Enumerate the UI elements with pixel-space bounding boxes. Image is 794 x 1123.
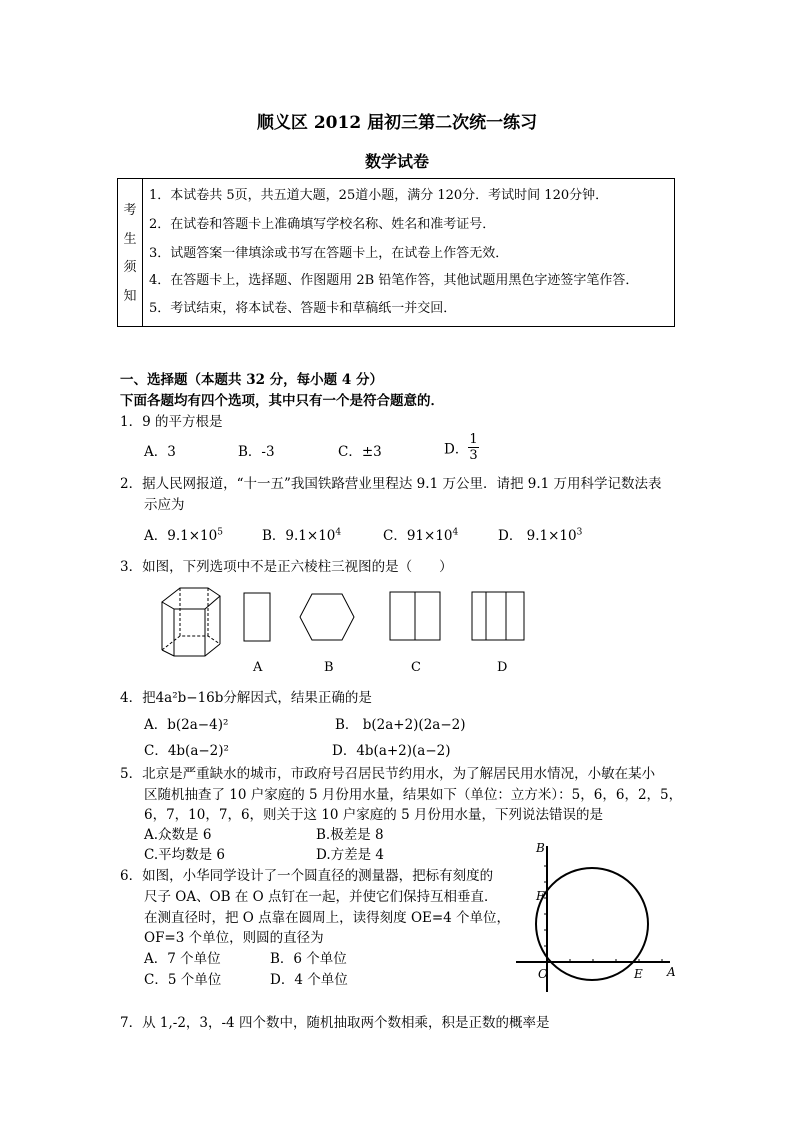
q1-option-d <box>444 432 479 463</box>
notice-label-char: 知 <box>123 288 137 304</box>
notice-label-char: 生 <box>123 231 137 247</box>
q3-label-d: D <box>497 660 508 675</box>
option-c-figure <box>390 592 440 640</box>
label-o: O <box>538 967 548 981</box>
hexagonal-prism-figure <box>162 588 220 656</box>
q6-line3: 在测直径时，把 O 点靠在圆周上，读得刻度 OE=4 个单位， <box>144 910 511 926</box>
q1-stem: 1．9 的平方根是 <box>120 414 223 430</box>
notice-label <box>118 179 143 327</box>
q5-line1: 5．北京是严重缺水的城市，市政府号召居民节约用水，为了解居民用水情况，小敏在某小 <box>120 766 656 782</box>
label-e: E <box>634 967 643 981</box>
q4-option-d: D．4b(a+2)(a−2) <box>332 743 451 759</box>
notice-rules <box>143 179 675 327</box>
q4-option-b: B． b(2a+2)(2a−2) <box>335 717 466 733</box>
q4-stem: 4．把4a²b−16b分解因式，结果正确的是 <box>120 690 372 706</box>
exam-notice-table <box>117 178 675 327</box>
fraction-denominator: 3 <box>469 448 478 463</box>
q6-option-a: A．7 个单位 <box>144 951 221 967</box>
q6-option-c: C．5 个单位 <box>144 972 222 988</box>
q2-option-b: B．$9.1\times 10^4$ <box>262 527 342 544</box>
q2-option-a: A．$9.1\times 10^5$ <box>144 527 223 544</box>
q2-option-c: C．$91\times 10^4$ <box>383 527 459 544</box>
q1-option-d-prefix: D． <box>444 441 469 458</box>
q2-stem-line1: 2．据人民网报道，“十一五”我国铁路营业里程达 9.1 万公里．请把 9.1 万用科学记数法表 <box>120 476 662 492</box>
notice-rule: 1．本试卷共 5页，共五道大题，25道小题，满分 120分．考试时间 120分钟． <box>149 188 609 203</box>
notice-rule: 3．试题答案一律填涂或书写在答题卡上，在试卷上作答无效． <box>149 246 509 261</box>
q6-option-b: B．6 个单位 <box>270 951 347 967</box>
label-a: A <box>667 965 676 979</box>
q3-label-c: C <box>411 660 421 675</box>
q3-label-b: B <box>324 660 334 675</box>
label-f: F <box>536 889 545 903</box>
option-a-figure <box>244 593 270 641</box>
q4-option-a: A．b(2a−4)² <box>144 717 229 733</box>
q1-option-b: B．-3 <box>238 444 275 460</box>
notice-label-char: 须 <box>123 260 137 275</box>
option-d-figure <box>472 592 524 640</box>
q5-option-d: D.方差是 4 <box>316 847 385 863</box>
q4-option-c: C．4b(a−2)² <box>144 743 229 759</box>
q6-circle-ruler-figure <box>510 838 690 998</box>
notice-rule: 2．在试卷和答题卡上准确填写学校名称、姓名和准考证号． <box>149 217 496 232</box>
q3-stem: 3．如图，下列选项中不是正六棱柱三视图的是（ ） <box>120 559 453 575</box>
notice-rule: 5．考试结束，将本试卷、答题卡和草稿纸一并交回． <box>149 301 457 316</box>
q3-label-a: A <box>253 660 263 675</box>
q7-stem: 7．从 1,-2，3，-4 四个数中，随机抽取两个数相乘，积是正数的概率是 <box>120 1015 550 1031</box>
q6-line1: 6．如图，小华同学设计了一个圆直径的测量器，把标有刻度的 <box>120 868 494 884</box>
fraction-numerator: 1 <box>469 432 478 447</box>
q6-line2: 尺子 OA、OB 在 O 点钉在一起，并使它们保持互相垂直． <box>144 889 498 905</box>
q1-fraction <box>468 432 478 463</box>
q2-option-d: D． $9.1\times 10^3$ <box>498 527 583 544</box>
section-heading: 一、选择题（本题共 32 分，每小题 4 分） <box>120 372 383 388</box>
q5-option-b: B.极差是 8 <box>316 827 384 843</box>
q1-option-a: A．3 <box>144 444 176 460</box>
section-instruction: 下面各题均有四个选项，其中只有一个是符合题意的． <box>120 393 444 409</box>
q5-line2: 区随机抽查了 10 户家庭的 5 月份用水量，结果如下（单位：立方米）：5，6，6，2，5， <box>144 787 683 803</box>
notice-rule: 4．在答题卡上，选择题、作图题用 2B 铅笔作答，其他试题用黑色字迹签字笔作答． <box>149 273 639 288</box>
page-title: 顺义区 2012 届初三第二次统一练习 <box>256 113 538 133</box>
page-subtitle: 数学试卷 <box>364 152 429 171</box>
option-b-figure <box>300 594 354 640</box>
q6-option-d: D．4 个单位 <box>270 972 348 988</box>
q3-figures <box>150 578 540 660</box>
label-b: B <box>536 841 545 855</box>
notice-label-char: 考 <box>123 203 137 218</box>
q5-line3: 6，7，10，7，6，则关于这 10 户家庭的 5 月份用水量，下列说法错误的是 <box>144 807 603 823</box>
q6-line4: OF=3 个单位，则圆的直径为 <box>144 930 324 946</box>
q1-option-c: C．±3 <box>338 444 382 460</box>
q2-stem-line2: 示应为 <box>144 497 185 513</box>
q5-option-c: C.平均数是 6 <box>144 847 226 863</box>
q5-option-a: A.众数是 6 <box>144 827 212 843</box>
